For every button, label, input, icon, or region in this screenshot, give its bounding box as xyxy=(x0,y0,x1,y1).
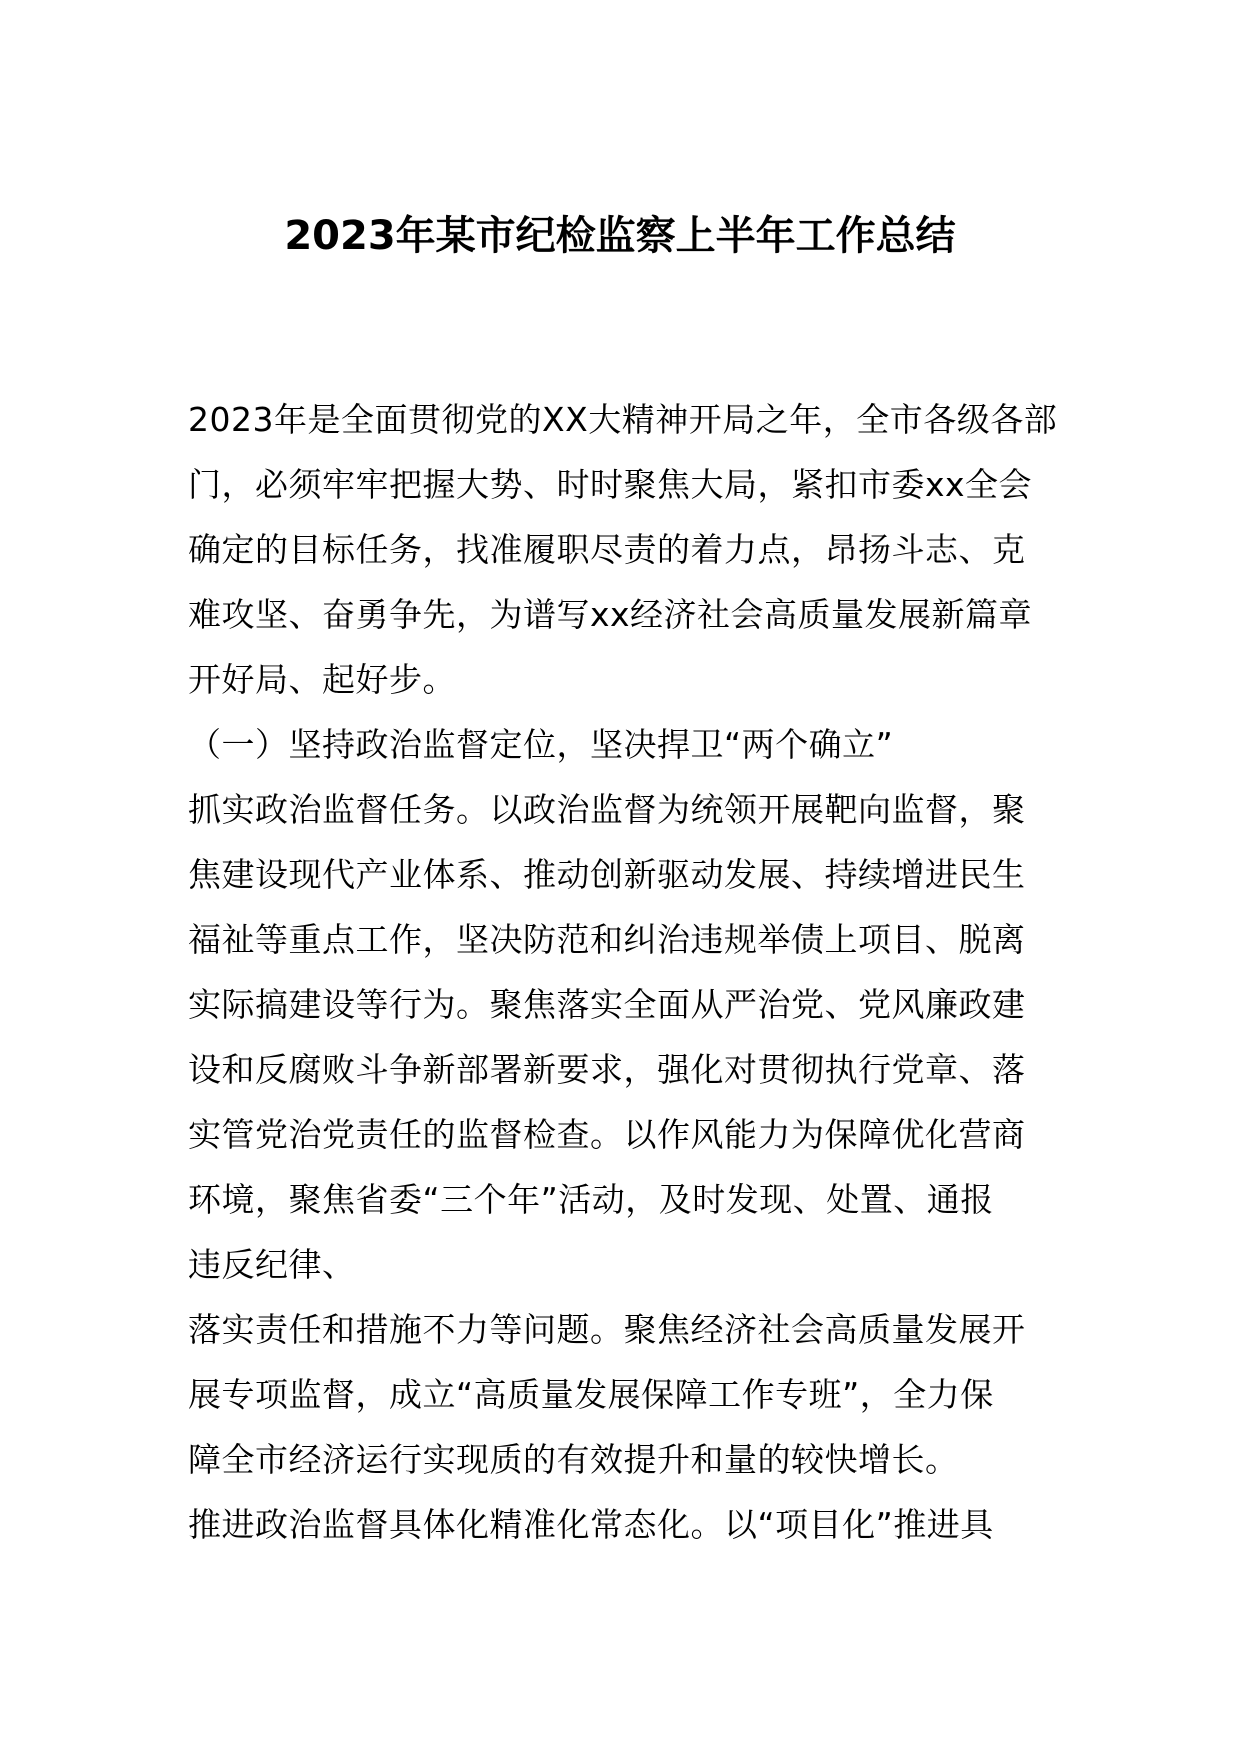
body-line: 推进政治监督具体化精准化常态化。以“项目化”推进具 xyxy=(188,1505,994,1544)
body-line: 2023年是全面贯彻党的XX大精神开局之年，全市各级各部 xyxy=(188,400,1058,439)
section-heading: （一）坚持政治监督定位，坚决捍卫“两个确立” xyxy=(188,725,894,764)
body-line: 福祉等重点工作，坚决防范和纠治违规举债上项目、脱离 xyxy=(188,920,1026,959)
body-line: 抓实政治监督任务。以政治监督为统领开展靶向监督，聚 xyxy=(188,790,1026,829)
body-line: 实际搞建设等行为。聚焦落实全面从严治党、党风廉政建 xyxy=(188,985,1026,1024)
body-line: 确定的目标任务，找准履职尽责的着力点，昂扬斗志、克 xyxy=(188,530,1026,569)
document-title: 2023年某市纪检监察上半年工作总结 xyxy=(284,213,956,259)
body-line: 开好局、起好步。 xyxy=(188,660,456,699)
body-line: 落实责任和措施不力等问题。聚焦经济社会高质量发展开 xyxy=(188,1310,1026,1349)
body-line: 展专项监督，成立“高质量发展保障工作专班”，全力保 xyxy=(188,1375,994,1414)
body-line: 难攻坚、奋勇争先，为谱写xx经济社会高质量发展新篇章 xyxy=(188,595,1033,634)
body-line: 焦建设现代产业体系、推动创新驱动发展、持续增进民生 xyxy=(188,855,1026,894)
body-line: 违反纪律、 xyxy=(188,1245,356,1284)
body-line: 实管党治党责任的监督检查。以作风能力为保障优化营商 xyxy=(188,1115,1026,1154)
body-line: 障全市经济运行实现质的有效提升和量的较快增长。 xyxy=(188,1440,959,1479)
body-line: 设和反腐败斗争新部署新要求，强化对贯彻执行党章、落 xyxy=(188,1050,1026,1089)
body-line: 门，必须牢牢把握大势、时时聚焦大局，紧扣市委xx全会 xyxy=(188,465,1033,504)
body-line: 环境，聚焦省委“三个年”活动，及时发现、处置、通报 xyxy=(188,1180,994,1219)
